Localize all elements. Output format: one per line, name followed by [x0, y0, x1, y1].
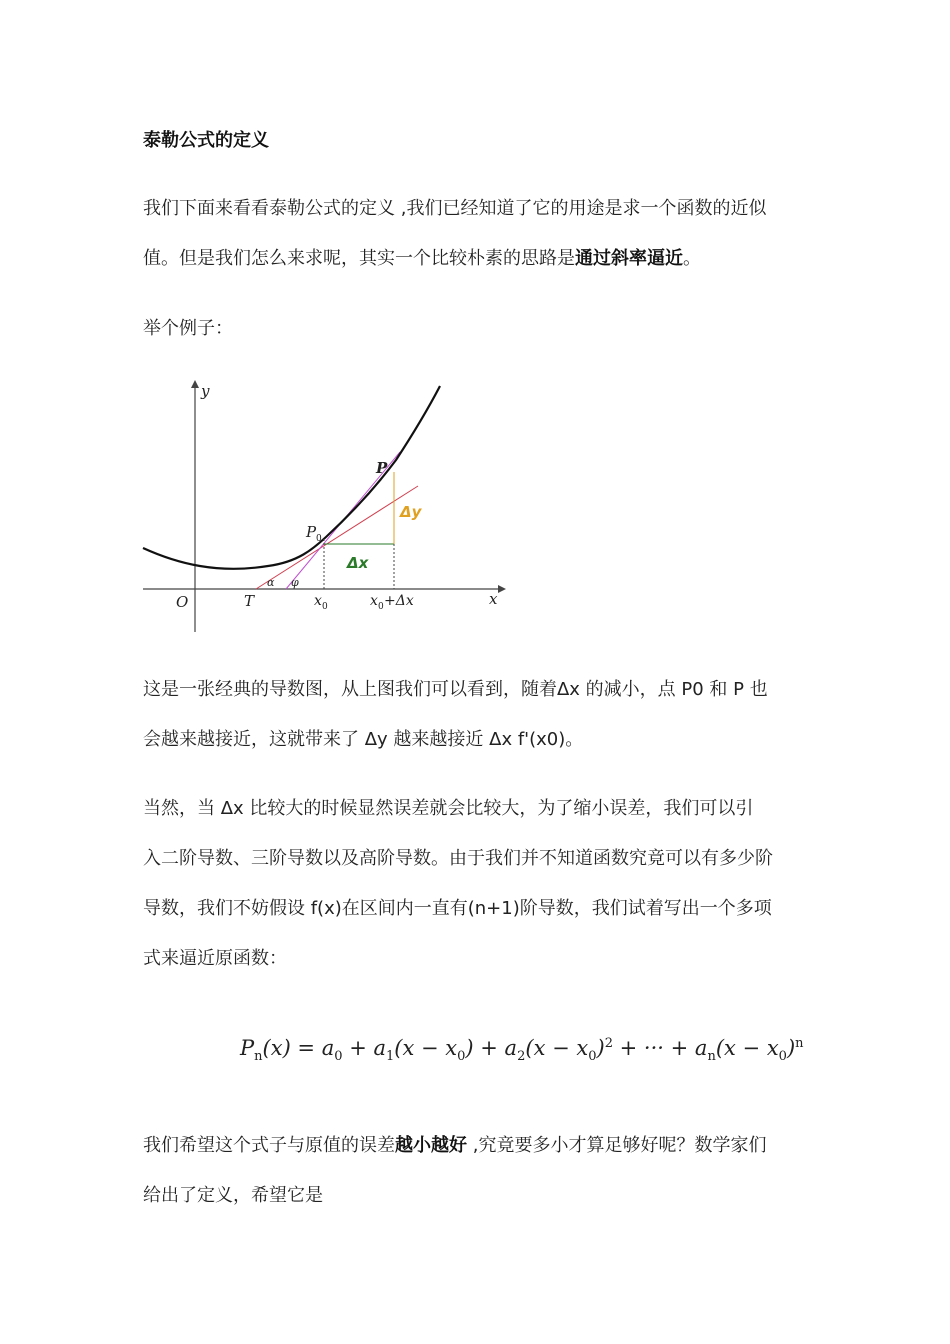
point-t-label: T	[244, 592, 255, 610]
higher-order-line-2: 入二阶导数、三阶导数以及高阶导数。由于我们并不知道函数究竟可以有多少阶	[143, 848, 773, 869]
x0-label: x	[314, 593, 322, 609]
formula-x0-1-sub: 0	[457, 1049, 466, 1065]
error-line-1-text: 我们希望这个式子与原值的误差	[143, 1135, 395, 1156]
formula-x0-n-sub: 0	[778, 1049, 787, 1065]
formula-x-1: x	[402, 1036, 415, 1060]
formula-a2-sub: 2	[517, 1049, 526, 1065]
intro-line-2	[143, 246, 701, 272]
function-curve	[143, 386, 440, 569]
y-axis-arrow	[191, 380, 199, 388]
formula-x0-2-sub: 0	[588, 1049, 597, 1065]
delta-y-label: Δy	[400, 503, 422, 521]
y-axis-label: y	[201, 382, 210, 400]
formula-a0-sub: 0	[334, 1049, 343, 1065]
x0-dx-subscript: 0	[378, 602, 384, 612]
error-bold-phrase: 越小越好	[395, 1135, 467, 1156]
x-axis-label: x	[489, 590, 498, 608]
section-heading: 泰勒公式的定义	[143, 130, 269, 151]
delta-x-label: Δx	[347, 554, 369, 572]
intro-bold-phrase: 通过斜率逼近	[575, 248, 683, 269]
derivative-line-2: 会越来越接近，这就带来了 Δy 越来越接近 Δx f'(x0)。	[143, 729, 584, 750]
alpha-angle-label: α	[267, 576, 275, 589]
formula-sup-2: 2	[604, 1036, 613, 1051]
point-p0-label: P	[306, 523, 317, 541]
formula-a2: a	[504, 1036, 518, 1060]
error-line-2: 给出了定义，希望它是	[143, 1185, 323, 1206]
phi-angle-label: φ	[291, 576, 299, 589]
higher-order-line-1: 当然，当 Δx 比较大的时候显然误差就会比较大，为了缩小误差，我们可以引	[143, 798, 754, 819]
formula-an: a	[694, 1036, 708, 1060]
formula-an-sub: n	[707, 1049, 716, 1065]
formula-sup-n: n	[795, 1036, 804, 1051]
formula-a1: a	[373, 1036, 386, 1060]
intro-line-2-text: 值。但是我们怎么来求呢，其实一个比较朴素的思路是	[143, 248, 575, 269]
example-label: 举个例子：	[143, 318, 233, 339]
intro-line-2-end: 。	[683, 248, 701, 269]
point-p-label: P	[376, 459, 388, 477]
x0-dx-suffix-label: +Δx	[384, 593, 414, 609]
formula-a0: a	[321, 1036, 335, 1060]
polynomial-formula: $P_n(x) = a_0 + a_1(x - x_0) + a_2(x - x_0)^2$ + ··· + $a_n(x - x_0)^n$	[240, 1036, 804, 1065]
higher-order-line-3: 导数，我们不妨假设 f(x)在区间内一直有(n+1)阶导数，我们试着写出一个多项	[143, 898, 772, 919]
error-line-1	[143, 1133, 766, 1159]
formula-a1-sub: 1	[386, 1049, 395, 1065]
derivative-line-1: 这是一张经典的导数图，从上图我们可以看到，随着Δx 的减小，点 P0 和 P 也	[143, 679, 768, 700]
formula-p-sub: n	[254, 1049, 263, 1065]
formula-x-n: x	[724, 1036, 736, 1060]
x0-subscript: 0	[322, 602, 328, 612]
derivative-figure	[138, 374, 508, 636]
formula-x-2: x	[533, 1036, 546, 1060]
higher-order-line-4: 式来逼近原函数：	[143, 948, 287, 969]
point-p0-subscript: 0	[316, 534, 322, 544]
formula-x0-n: x	[766, 1036, 779, 1060]
formula-p: P	[240, 1036, 255, 1060]
formula-x0-1: x	[445, 1036, 458, 1060]
x0-dx-x-label: x	[370, 593, 378, 609]
formula-x: x	[270, 1036, 283, 1060]
formula-x0-2: x	[576, 1036, 589, 1060]
formula-dots: + ··· +	[619, 1036, 689, 1060]
intro-line-1: 我们下面来看看泰勒公式的定义 ,我们已经知道了它的用途是求一个函数的近似	[143, 198, 767, 219]
x-axis-arrow	[498, 585, 506, 593]
error-line-1-end: ,究竟要多小才算足够好呢？数学家们	[467, 1135, 767, 1156]
origin-label: O	[176, 593, 189, 611]
